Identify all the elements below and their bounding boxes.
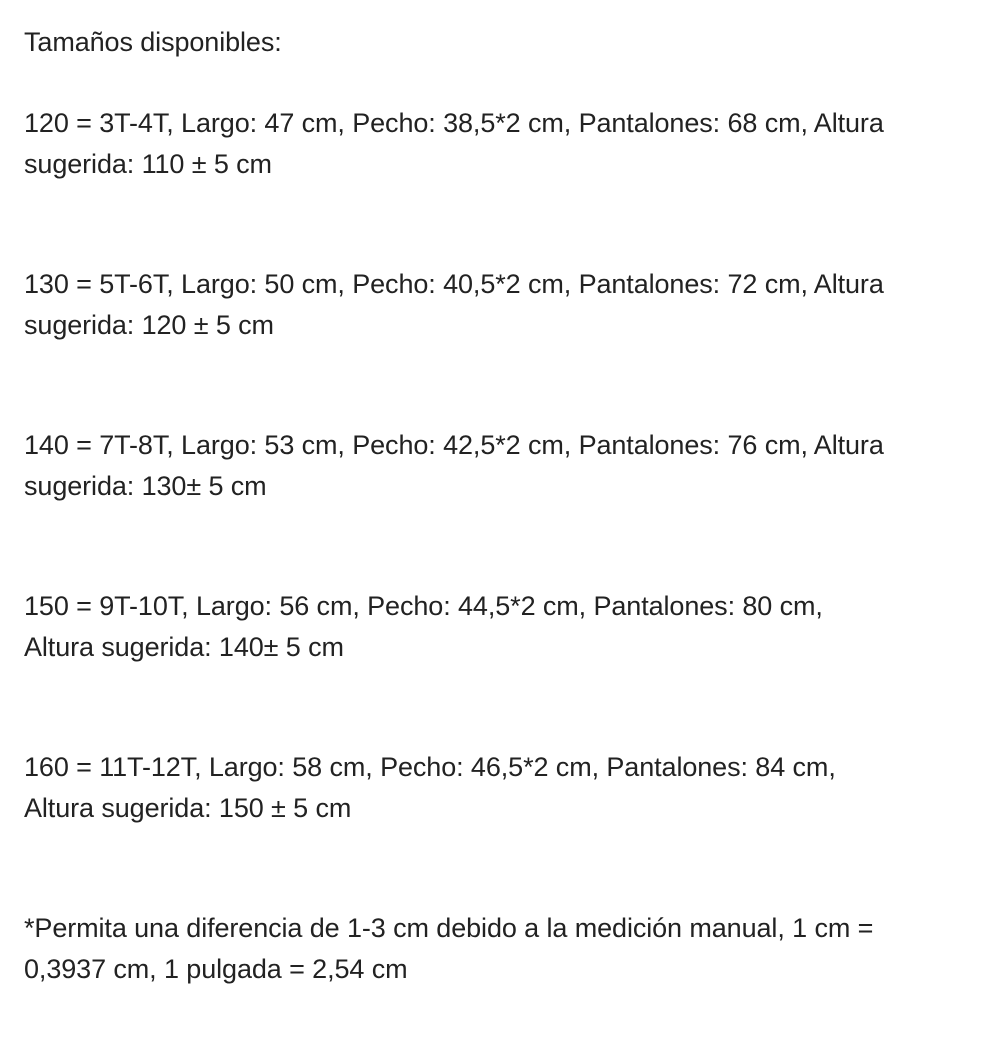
note-line: 0,3937 cm, 1 pulgada = 2,54 cm — [24, 954, 408, 984]
size-entry-160 — [24, 747, 979, 829]
size-entry-line: sugerida: 130± 5 cm — [24, 471, 267, 501]
size-entry-line: 160 = 11T-12T, Largo: 58 cm, Pecho: 46,5*2 cm, Pantalones: 84 cm, — [24, 752, 836, 782]
size-entry-line: 130 = 5T-6T, Largo: 50 cm, Pecho: 40,5*2 cm, Pantalones: 72 cm, Altura — [24, 269, 884, 299]
size-entry-line: Altura sugerida: 140± 5 cm — [24, 632, 344, 662]
size-entry-line: 150 = 9T-10T, Largo: 56 cm, Pecho: 44,5*2 cm, Pantalones: 80 cm, — [24, 591, 823, 621]
sizes-heading: Tamaños disponibles: — [24, 27, 282, 57]
size-entry-line: sugerida: 110 ± 5 cm — [24, 149, 272, 179]
size-entry-140 — [24, 425, 979, 507]
size-entry-120 — [24, 103, 979, 185]
size-entry-150 — [24, 586, 979, 668]
size-entry-130 — [24, 264, 979, 346]
measurement-note — [24, 908, 979, 990]
size-entry-line: Altura sugerida: 150 ± 5 cm — [24, 793, 352, 823]
size-entry-line: 120 = 3T-4T, Largo: 47 cm, Pecho: 38,5*2 cm, Pantalones: 68 cm, Altura — [24, 108, 884, 138]
size-entry-line: sugerida: 120 ± 5 cm — [24, 310, 274, 340]
note-line: *Permita una diferencia de 1-3 cm debido a la medición manual, 1 cm = — [24, 913, 874, 943]
size-description-document — [24, 22, 979, 990]
size-entry-line: 140 = 7T-8T, Largo: 53 cm, Pecho: 42,5*2 cm, Pantalones: 76 cm, Altura — [24, 430, 884, 460]
